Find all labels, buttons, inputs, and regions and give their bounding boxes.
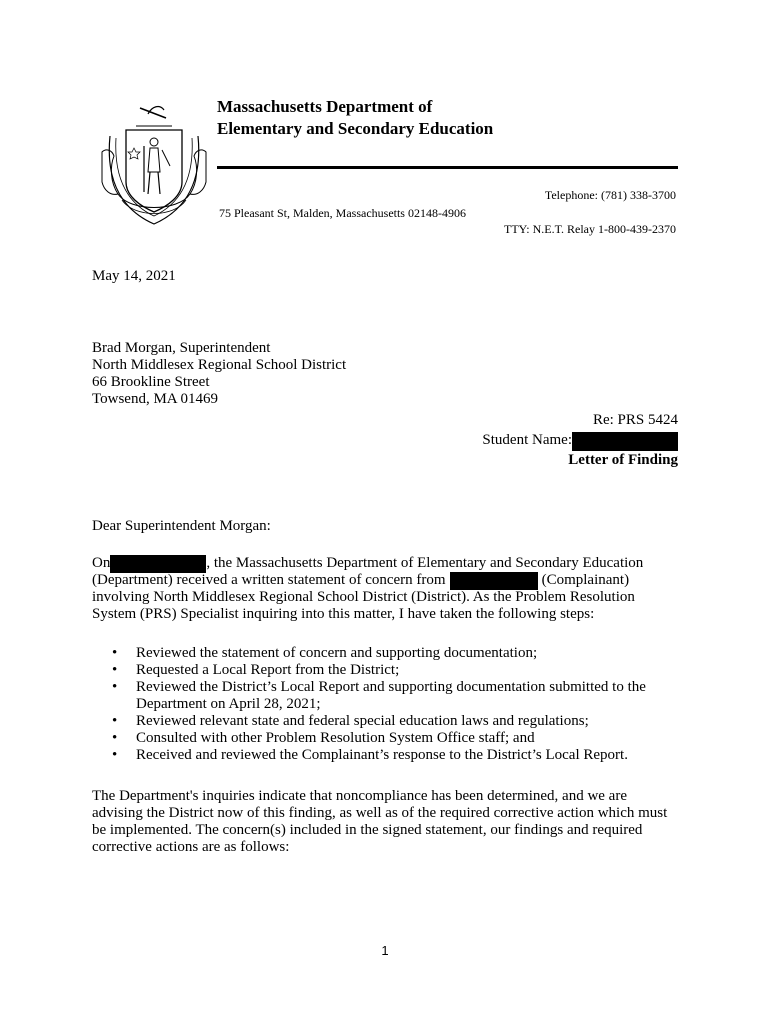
salutation: Dear Superintendent Morgan:: [92, 518, 271, 534]
text-dept: , the Massachusetts Department of Elementary and Secondary Education: [206, 555, 644, 571]
step-list-item: [112, 679, 678, 713]
letter-type: Letter of Finding: [568, 452, 678, 468]
department-line-2: Elementary and Secondary Education: [217, 119, 494, 138]
paragraph-1: [92, 555, 678, 623]
paragraph-2-line: The Department's inquiries indicate that noncompliance has been determined, and we are: [92, 788, 627, 804]
student-name-line: [482, 432, 678, 452]
department-name: [217, 96, 493, 140]
paragraph-1-line-4: System (PRS) Specialist inquiring into this matter, I have taken the following steps:: [92, 606, 595, 622]
bullet-icon: •: [112, 679, 118, 695]
student-name-label: Student Name:: [482, 432, 572, 448]
steps-ul: [112, 645, 678, 764]
paragraph-1-line-2: [92, 572, 678, 589]
bullet-icon: •: [112, 730, 118, 746]
recipient-address: [92, 340, 346, 408]
step-text: Received and reviewed the Complainant’s response to the District’s Local Report.: [136, 747, 628, 763]
step-list-item: [112, 730, 678, 747]
paragraph-2: [92, 788, 678, 856]
letter-date: May 14, 2021: [92, 268, 176, 284]
reference-block: [482, 412, 678, 472]
text-received: (Department) received a written statement of concern from: [92, 572, 446, 588]
step-text: Reviewed relevant state and federal special education laws and regulations;: [136, 713, 589, 729]
step-list-item: [112, 645, 678, 662]
paragraph-1-line-1: [92, 555, 678, 572]
telephone: Telephone: (781) 338-3700: [544, 188, 676, 202]
redacted-date: [110, 555, 206, 573]
bullet-icon: •: [112, 645, 118, 661]
step-text: Department on April 28, 2021;: [136, 696, 321, 712]
step-list-item: [112, 713, 678, 730]
address: 75 Pleasant St, Malden, Massachusetts 02148-4906: [219, 206, 466, 220]
bullet-icon: •: [112, 713, 118, 729]
recipient-district: North Middlesex Regional School District: [92, 357, 347, 373]
paragraph-1-line-3: involving North Middlesex Regional School District (District). As the Problem Resolution: [92, 589, 635, 605]
paragraph-2-line: be implemented. The concern(s) included in the signed statement, our findings and required: [92, 822, 643, 838]
redacted-complainant-name: [450, 572, 538, 590]
header-divider: [217, 166, 678, 169]
bullet-icon: •: [112, 662, 118, 678]
text-on: On: [92, 555, 111, 571]
massachusetts-state-seal-icon: [96, 96, 212, 230]
department-line-1: Massachusetts Department of: [217, 97, 433, 116]
recipient-name: Brad Morgan, Superintendent: [92, 340, 271, 356]
paragraph-2-line: advising the District now of this finding, as well as of the required corrective action which must: [92, 805, 668, 821]
step-text: Reviewed the statement of concern and supporting documentation;: [136, 645, 538, 661]
page-number: 1: [381, 943, 389, 958]
redacted-student-name: [572, 432, 678, 451]
recipient-street: 66 Brookline Street: [92, 374, 210, 390]
recipient-city: Towsend, MA 01469: [92, 391, 219, 407]
reference-number: Re: PRS 5424: [592, 412, 678, 428]
step-text: Requested a Local Report from the District;: [136, 662, 400, 678]
step-text: Reviewed the District’s Local Report and supporting documentation submitted to the: [136, 679, 646, 695]
steps-list: [112, 645, 678, 764]
paragraph-2-line: corrective actions are as follows:: [92, 839, 290, 855]
text-complainant: (Complainant): [541, 572, 630, 588]
tty-number: TTY: N.E.T. Relay 1-800-439-2370: [504, 222, 676, 236]
step-list-item: [112, 662, 678, 679]
bullet-icon: •: [112, 747, 118, 763]
step-text: Consulted with other Problem Resolution System Office staff; and: [136, 730, 535, 746]
step-list-item: [112, 747, 678, 764]
